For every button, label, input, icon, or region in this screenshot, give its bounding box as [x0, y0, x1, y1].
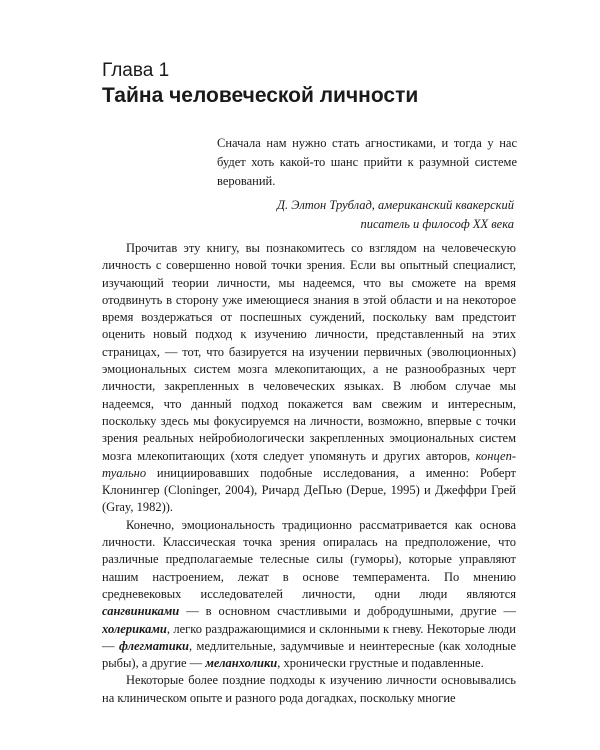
epigraph: [217, 134, 517, 191]
paragraph-3: Некоторые более поздние подходы к изучению личности основывались на клиническом опыте и разного рода догадках, поскольку многие: [102, 673, 516, 705]
text-run: Прочитав эту книгу, вы познакомитесь со взглядом на человеческую личность с совершенно новой точки зрения. Если вы опытный специалист, изучающий теории личности, мы надеемся, что вы сможете на время отодвинуть в сторону уже имеющиеся знания в этой области и на некоторое время воздержаться от поспешных суждений, поскольку вам предстоит оценить новый подход к изучению личности, представленный на этих страницах, — тот, что базируется на изучении первичных (эволюционных) эмоциональных систем мозга млекопитающих, а не разнообразных черт личности, закрепленных в человеческих языках. В любом случае мы надеемся, что данный подход покажется вам свежим и интересным, поскольку здесь мы фокусируемся на личности, возможно, впервые с точки зрения реальных нейробиологически закрепленных эмоциональных систем мозга млекопитающих (хотя следует упомянуть и других авторов,: [102, 241, 516, 463]
term-phlegmatic: флегматики: [118, 638, 189, 653]
body-text: [102, 240, 516, 707]
text-run: Конечно, эмоциональность традиционно рассматривается как основа личности. Классическая точка зрения опиралась на предположение, что различные предполагаемые телесные силы (гуморы), которые управляют нашим настроением, лежат в основе темперамента. По мнению средневековых исследователей личности, одни люди являются: [102, 517, 516, 601]
paragraph-2: [102, 517, 516, 673]
epigraph-attribution: [214, 196, 514, 234]
text-run: , хронически грустные и подавленные.: [277, 656, 484, 671]
term-sanguine: сангвиниками: [102, 604, 180, 619]
text-run: , медлительные, задумчивые и неинтересные (как холодные рыбы), а другие —: [102, 638, 517, 671]
term-choleric: холериками: [102, 621, 167, 636]
text-run: — в основном счастливыми и добродушными, другие —: [179, 604, 516, 619]
text-run: инициировавших подобные исследования, а именно: Роберт Клонингер (Cloninger, 2004), Ричард ДеПью (Depue, 1995) и Джеффри Грей (Gray, 1982)).: [102, 465, 516, 515]
epigraph-quote: Сначала нам нужно стать агностиками, и тогда у нас будет хоть какой-то шанс прийти к разумной системе верований.: [217, 136, 517, 188]
paragraph-1: [102, 240, 516, 517]
term-melancholic: меланхолики: [205, 656, 278, 671]
chapter-title: Тайна человеческой личности: [102, 84, 419, 107]
text-run: , легко раздражающимися и склонными к гневу. Некоторые люди —: [102, 621, 516, 653]
attribution-line-2: писатель и философ XX века: [360, 217, 514, 231]
chapter-label: Глава 1: [102, 60, 170, 81]
attribution-line-1: Д. Элтон Трублад, американский квакерский: [277, 198, 514, 212]
emphasis-term: концептуально: [102, 448, 516, 480]
